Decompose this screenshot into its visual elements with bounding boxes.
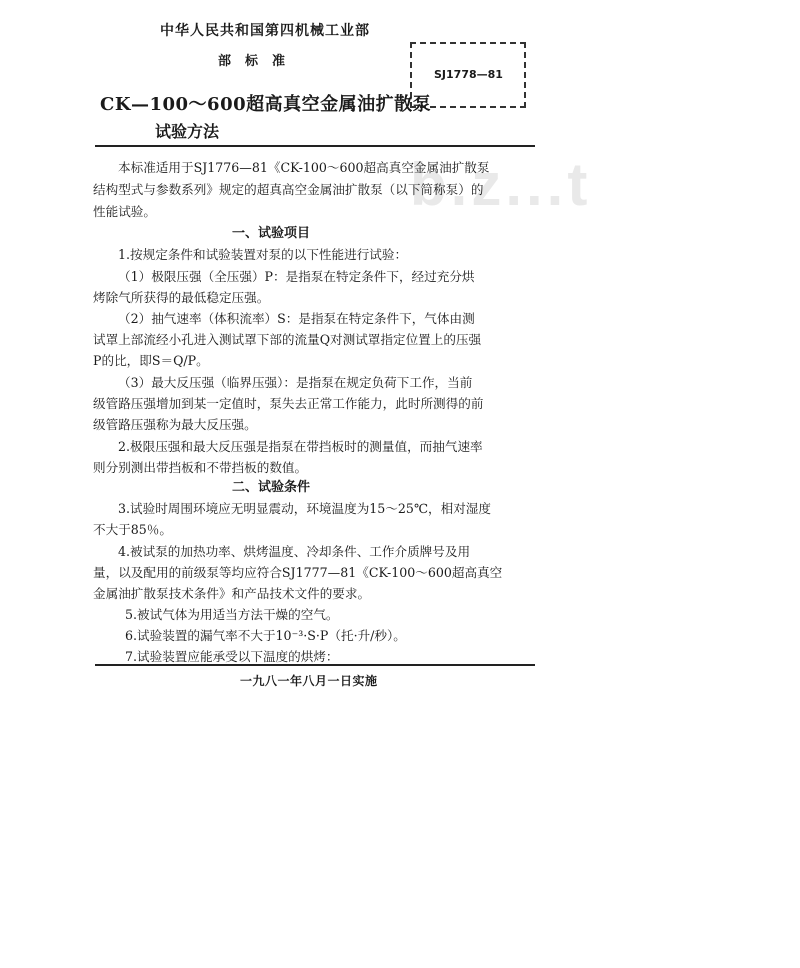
item-1-1-line-1: （1）极限压强（全压强）P：是指泵在特定条件下，经过充分烘 bbox=[118, 269, 475, 284]
item-1-2-line-1: （2）抽气速率（体积流率）S：是指泵在特定条件下，气体由测 bbox=[118, 311, 475, 326]
standard-type: 部标准 bbox=[218, 54, 300, 69]
section-2-heading: 二、试验条件 bbox=[232, 480, 311, 495]
item-2-line-1: 2.极限压强和最大反压强是指泵在带挡板时的测量值，而抽气速率 bbox=[118, 439, 483, 454]
item-1: 1.按规定条件和试验装置对泵的以下性能进行试验： bbox=[118, 247, 408, 262]
item-6: 6.试验装置的漏气率不大于10⁻³·S·P（托·升/秒）。 bbox=[125, 628, 406, 643]
document-title: CK—100～600超高真空金属油扩散泵 bbox=[100, 94, 432, 115]
item-1-3-line-2: 级管路压强增加到某一定值时，泵失去正常工作能力，此时所测得的前 bbox=[93, 396, 484, 411]
intro-line-3: 性能试验。 bbox=[93, 204, 156, 219]
item-4-line-1: 4.被试泵的加热功率、烘烤温度、冷却条件、工作介质牌号及用 bbox=[118, 544, 471, 559]
intro-line-1: 本标准适用于SJ1776—81《CK-100～600超高真空金属油扩散泵 bbox=[118, 160, 490, 175]
item-1-3-line-1: （3）最大反压强（临界压强）：是指泵在规定负荷下工作，当前 bbox=[118, 375, 473, 390]
standard-number: SJ1778—81 bbox=[434, 68, 503, 81]
item-1-2-line-3: P的比，即S＝Q/P。 bbox=[93, 353, 209, 368]
document-subtitle: 试验方法 bbox=[155, 122, 220, 141]
effective-date: 一九八一年八月一日实施 bbox=[240, 674, 378, 688]
item-3-line-2: 不大于85％。 bbox=[93, 522, 172, 537]
item-1-1-line-2: 烤除气所获得的最低稳定压强。 bbox=[93, 290, 270, 305]
item-7: 7.试验装置应能承受以下温度的烘烤： bbox=[125, 649, 339, 664]
item-3-line-1: 3.试验时周围环境应无明显震动，环境温度为15～25℃，相对湿度 bbox=[118, 501, 491, 516]
item-1-3-line-3: 级管路压强称为最大反压强。 bbox=[93, 417, 257, 432]
watermark: b.z...t bbox=[410, 151, 592, 218]
intro-line-2: 结构型式与参数系列》规定的超真高空金属油扩散泵（以下简称泵）的 bbox=[93, 182, 484, 197]
item-5: 5.被试气体为用适当方法干燥的空气。 bbox=[125, 607, 339, 622]
section-1-heading: 一、试验项目 bbox=[232, 226, 311, 241]
item-1-2-line-2: 试罩上部流经小孔进入测试罩下部的流量Q对测试罩指定位置上的压强 bbox=[93, 332, 482, 347]
top-divider bbox=[95, 145, 535, 147]
item-2-line-2: 则分别测出带挡板和不带挡板的数值。 bbox=[93, 460, 308, 475]
ministry-name: 中华人民共和国第四机械工业部 bbox=[160, 23, 370, 39]
item-4-line-3: 金属油扩散泵技术条件》和产品技术文件的要求。 bbox=[93, 586, 371, 601]
item-4-line-2: 量，以及配用的前级泵等均应符合SJ1777—81《CK-100～600超高真空 bbox=[93, 565, 503, 580]
